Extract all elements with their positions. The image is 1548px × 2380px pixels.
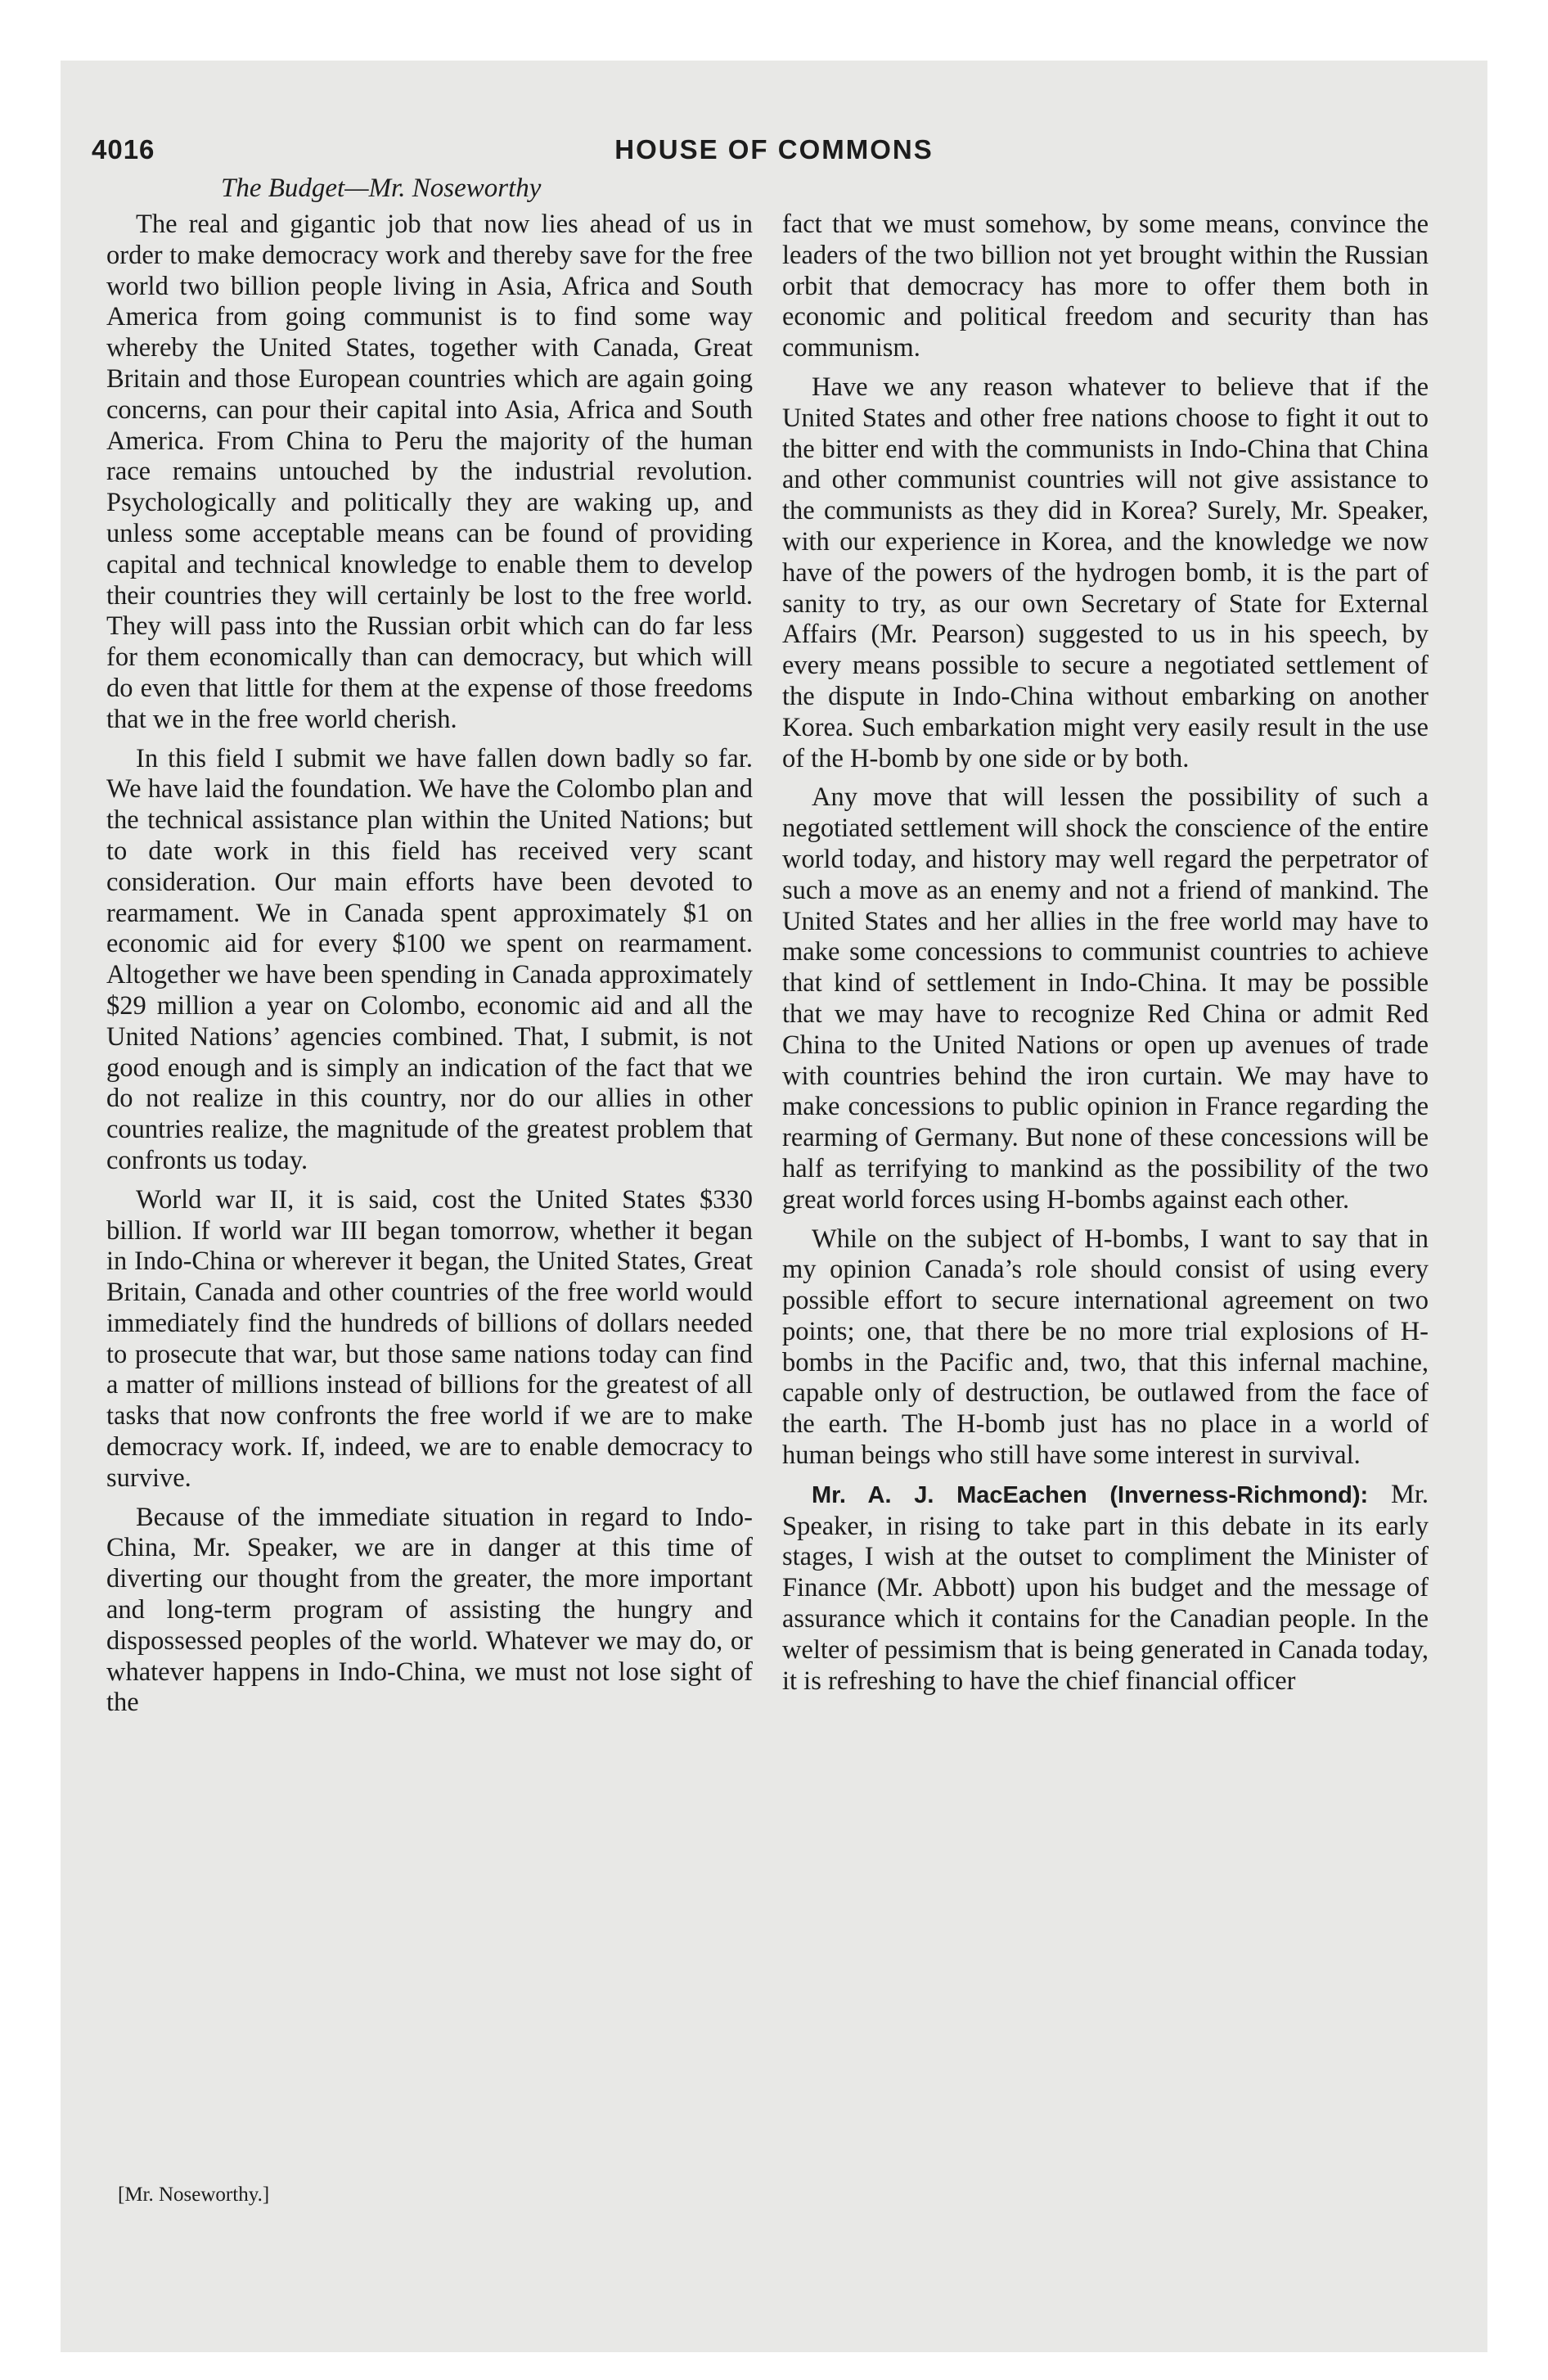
continued-paragraph: fact that we must somehow, by some means, convince the leaders of the two billion not yet brought within the Russian orbit that democracy has more to offer them both in economic and political freedom and security than has communism. xyxy=(782,210,1429,363)
speaker-name: Mr. A. J. MacEachen (Inverness-Richmond): xyxy=(812,1481,1369,1508)
running-head: The Budget—Mr. Noseworthy xyxy=(221,174,542,203)
left-column xyxy=(106,210,753,1727)
speaker-text: Mr. Speaker, in rising to take part in this debate in its early stages, I wish at the outset to compliment the Minister of Finance (Mr. Abbott) upon his budget and the message of assurance which it contains for the Canadian people. In the welter of pessimism that is being generated in Canada today, it is refreshing to have the chief financial officer xyxy=(782,1479,1429,1696)
right-column xyxy=(782,210,1429,1705)
paragraph: Any move that will lessen the possibility of such a negotiated settlement will shock the conscience of the entire world today, and history may well regard the perpetrator of such a move as an enemy and not a friend of mankind. The United States and her allies in the free world may have to make some concessions to communist countries to achieve that kind of settlement in Indo-China. It may be possible that we may have to recognize Red China or admit Red China to the United Nations or open up avenues of trade with countries behind the iron curtain. We may have to make concessions to public opinion in France regarding the rearming of Germany. But none of these concessions will be half as terrifying to mankind as the possibility of the two great world forces using H-bombs against each other. xyxy=(782,782,1429,1215)
speaker-paragraph xyxy=(782,1480,1429,1697)
paragraph: Because of the immediate situation in regard to Indo-China, Mr. Speaker, we are in danger at this time of diverting our thought from the greater, the more important and long-term program of assisting the hungry and dispossessed peoples of the world. Whatever we may do, or whatever happens in Indo-China, we must not lose sight of the xyxy=(106,1502,753,1718)
page-title: HOUSE OF COMMONS xyxy=(614,134,934,165)
paragraph: While on the subject of H-bombs, I want to say that in my opinion Canada’s role should consist of using every possible effort to secure international agreement on two points; one, that there be no more trial explosions of H-bombs in the Pacific and, two, that this infernal machine, capable only of destruction, be outlawed from the face of the earth. The H-bomb just has no place in a world of human beings who still have some interest in survival. xyxy=(782,1224,1429,1471)
footer-attribution: [Mr. Noseworthy.] xyxy=(118,2184,270,2206)
paragraph: In this field I submit we have fallen down badly so far. We have laid the foundation. We have the Colombo plan and the technical assistance plan within the United Nations; but to date work in this field has received very scant consideration. Our main efforts have been devoted to rearmament. We in Canada spent approximately $1 on economic aid for every $100 we spent on rearmament. Altogether we have been spending in Canada approximately $29 million a year on Colombo, economic aid and all the United Nations’ agencies combined. That, I submit, is not good enough and is simply an indication of the fact that we do not realize in this country, nor do our allies in other countries realize, the magnitude of the greatest problem that confronts us today. xyxy=(106,743,753,1175)
paragraph: Have we any reason whatever to believe that if the United States and other free nations choose to fight it out to the bitter end with the communists in Indo-China that China and other communist countries will not give assistance to the communists as they did in Korea? Surely, Mr. Speaker, with our experience in Korea, and the knowledge we now have of the powers of the hydrogen bomb, it is the part of sanity to try, as our own Secretary of State for External Affairs (Mr. Pearson) suggested to us in his speech, by every means possible to secure a negotiated settlement of the dispute in Indo-China without embarking on another Korea. Such embarkation might very easily result in the use of the H-bomb by one side or by both. xyxy=(782,372,1429,773)
paragraph: The real and gigantic job that now lies ahead of us in order to make democracy work and thereby save for the free world two billion people living in Asia, Africa and South America from going communist is to find some way whereby the United States, together with Canada, Great Britain and those European countries which are again going concerns, can pour their capital into Asia, Africa and South America. From China to Peru the majority of the human race remains untouched by the industrial revolution. Psychologically and politically they are waking up, and unless some acceptable means can be found of providing capital and technical knowledge to enable them to develop their countries they will certainly be lost to the free world. They will pass into the Russian orbit which can do far less for them economically than can democracy, but which will do even that little for them at the expense of those freedoms that we in the free world cherish. xyxy=(106,210,753,734)
page-number: 4016 xyxy=(92,134,155,165)
paragraph: World war II, it is said, cost the United States $330 billion. If world war III began tomorrow, whether it began in Indo-China or wherever it began, the United States, Great Britain, Canada and other countries of the free world would immediately find the hundreds of billions of dollars needed to prosecute that war, but those same nations today can find a matter of millions instead of billions for the greatest of all tasks that now confronts the free world if we are to make democracy work. If, indeed, we are to enable democracy to survive. xyxy=(106,1184,753,1493)
